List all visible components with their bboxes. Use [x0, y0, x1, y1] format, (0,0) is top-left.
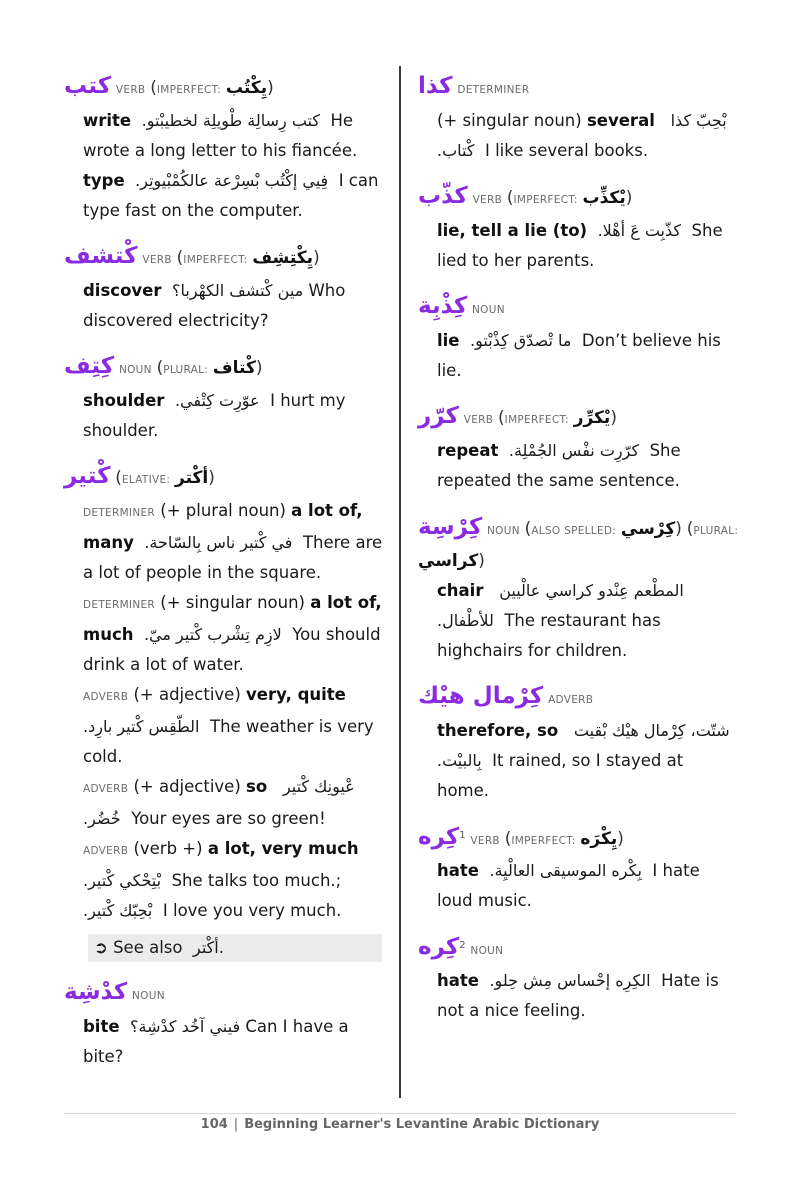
entry-kirih-2 — [418, 926, 740, 1026]
entry-kitif — [64, 346, 386, 446]
headword: كدْشِة — [64, 979, 128, 1005]
sense: lie, tell a lie (to) كذّبِت عَ أهْلا. She lied to her parents. — [437, 221, 723, 270]
sense: ADVERB (verb +) a lot, very much بْتِحْكي كْتير. She talks too much.; بْحِبّك كْتير. I love you very much. — [83, 839, 359, 920]
headword-line — [64, 972, 386, 1012]
part-of-speech: VERB — [142, 254, 172, 266]
entry-body — [418, 856, 740, 916]
entry-body — [418, 216, 740, 276]
footer-separator: | — [233, 1117, 239, 1132]
form: أكْتر — [175, 468, 209, 488]
headword-line: كذّب VERB (IMPERFECT: يْكذِّب) — [418, 183, 633, 209]
form: يْكذِّب — [582, 188, 626, 208]
part-of-speech: VERB — [463, 414, 494, 426]
entry-body — [418, 106, 740, 166]
headword: كِره — [418, 824, 460, 850]
entry-kirih-1 — [418, 816, 740, 916]
entry-body — [418, 576, 740, 666]
headword: كرّر — [418, 403, 459, 429]
entry-katab — [64, 66, 386, 226]
entry-body — [418, 716, 740, 806]
left-column — [64, 66, 386, 1082]
entry-body — [64, 276, 386, 336]
form: كْتاف — [212, 358, 256, 378]
entry-kazzab — [418, 176, 740, 276]
sense: type فِيي إكْتُب بْسِرْعة عالكُمْبْيوتِر. I can type fast on the computer. — [83, 171, 379, 220]
headword-line: كْتشف VERB (IMPERFECT: يِكْتِشِف) — [64, 243, 320, 269]
sense: ADVERB (+ adjective) very, quite الطّقِس كْتير بارِد. The weather is very cold. — [83, 685, 374, 766]
part-of-speech: DETERMINER — [457, 84, 530, 96]
form-label: IMPERFECT: — [183, 254, 248, 266]
entry-body — [418, 436, 740, 496]
entry-body — [418, 966, 740, 1026]
entry-kirmal-heik — [418, 676, 740, 806]
form-label: IMPERFECT: — [511, 835, 576, 847]
entry-kaza — [418, 66, 740, 166]
see-also-label: See also — [113, 938, 183, 957]
form-label: IMPERFECT: — [504, 414, 569, 426]
part-of-speech: VERB — [472, 194, 503, 206]
form-label: IMPERFECT: — [513, 194, 578, 206]
part-of-speech: ADVERB — [548, 694, 594, 706]
headword-line — [418, 286, 740, 326]
headword: كتب — [64, 73, 112, 99]
headword-line — [418, 926, 740, 966]
headword: كِذْبِة — [418, 293, 468, 319]
headword: كذا — [418, 73, 453, 99]
headword-line: كرّر VERB (IMPERFECT: يْكرِّر) — [418, 403, 617, 429]
entry-kadshe — [64, 972, 386, 1072]
sense: lie ما تْصدّق كِذْبْتو. Don’t believe his lie. — [437, 331, 721, 380]
form: كراسي — [418, 551, 479, 571]
right-column — [418, 66, 740, 1036]
headword-line — [418, 66, 740, 106]
sense: hate بِكْره الموسيقى العالْيِة. I hate loud music. — [437, 861, 700, 910]
sense: discover مين كْتشف الكهْربا؟ Who discovered electricity? — [83, 281, 346, 330]
sense: therefore, so شتّت، كِرْمال هيْك بْقيت بِالبيْت. It rained, so I stayed at home. — [437, 721, 730, 800]
form-label: PLURAL: — [163, 364, 209, 376]
part-of-speech: NOUN — [118, 364, 152, 376]
sense: hate الكِرِه إحْساس مِش حِلو. Hate is not a nice feeling. — [437, 971, 719, 1020]
entry-body — [418, 326, 740, 386]
part-of-speech: VERB — [470, 835, 500, 847]
headword: كِرْمال هيْك — [418, 683, 544, 709]
sense: shoulder عوّرِت كِتْفي. I hurt my shoulder. — [83, 391, 346, 440]
headword: كِرْسِة — [418, 514, 483, 540]
entry-karrar — [418, 396, 740, 496]
sense: (+ singular noun) several بْحِبّ كذا كْتاب. I like several books. — [437, 111, 727, 160]
book-title: Beginning Learner's Levantine Arabic Dictionary — [244, 1117, 600, 1132]
part-of-speech: VERB — [115, 84, 146, 96]
form: يِكْتُب — [225, 78, 268, 98]
sense: repeat كرّرِت نفْس الجُمْلِة. She repeated the same sentence. — [437, 441, 681, 490]
form: يِكْتِشِف — [252, 248, 314, 268]
entry-body — [64, 1012, 386, 1072]
headword: كْتير — [64, 463, 111, 489]
headword: كْتشف — [64, 243, 138, 269]
entry-ktashaf — [64, 236, 386, 336]
headword-line: كتب VERB (IMPERFECT: يِكْتُب) — [64, 73, 274, 99]
also-label: ALSO SPELLED: — [531, 525, 617, 537]
form: يِكْرَه — [580, 829, 618, 849]
arrow-right-hook-icon: ➲ — [94, 938, 108, 957]
form: يْكرِّر — [573, 408, 611, 428]
part-of-speech: NOUN — [132, 990, 165, 1002]
homograph-number: 1 — [459, 830, 466, 841]
headword: كذّب — [418, 183, 468, 209]
part-of-speech: NOUN — [470, 945, 504, 957]
page-number: 104 — [200, 1117, 228, 1132]
see-also-link[interactable]: أكْتر — [193, 938, 219, 957]
headword: كِره — [418, 934, 460, 960]
entry-body — [64, 106, 386, 226]
sense: chair المطْعم عِنْدو كراسي عالْيين للأطْفال. The restaurant has highchairs for children. — [437, 581, 684, 660]
headword-line: كِره$^1$ VERB (IMPERFECT: يِكْرَه) — [418, 824, 624, 850]
part-of-speech: NOUN — [487, 525, 520, 537]
entry-kirse — [418, 506, 740, 666]
headword-line: كْتير (ELATIVE: أكْتر) — [64, 463, 215, 489]
page-footer — [0, 1117, 800, 1132]
headword-line: كِتِف NOUN (PLURAL: كْتاف) — [64, 353, 263, 379]
form-label: ELATIVE: — [121, 474, 171, 486]
footer-rule — [64, 1113, 736, 1114]
entry-ktir — [64, 456, 386, 962]
column-divider — [399, 66, 401, 1098]
form-label: IMPERFECT: — [156, 84, 222, 96]
headword: كِتِف — [64, 353, 115, 379]
sense: ADVERB (+ adjective) so عْيونِك كْتير خُضُر. Your eyes are so green! — [83, 777, 355, 828]
see-also-box: ➲ See also أكْتر. — [88, 934, 382, 962]
homograph-number: 2 — [459, 940, 466, 951]
sense: DETERMINER (+ plural noun) a lot of, many في كْتير ناس بِالسّاحة. There are a lot of people in the square. — [83, 501, 383, 582]
entry-body — [64, 496, 386, 926]
entry-kizbe — [418, 286, 740, 386]
alt-spelling: كِرْسي — [620, 519, 676, 539]
headword-line: كِرْسِة NOUN (ALSO SPELLED: كِرْسي) (PLURAL: كراسي) — [418, 514, 739, 571]
form-label: PLURAL: — [693, 525, 739, 537]
sense: DETERMINER (+ singular noun) a lot of, much لازِم تِشْرب كْتير ميّ. You should drink a lot of water. — [83, 593, 382, 674]
entry-body — [64, 386, 386, 446]
sense: bite فيني آخُد كدْشِة؟ Can I have a bite? — [83, 1017, 349, 1066]
headword-line — [418, 676, 740, 716]
part-of-speech: NOUN — [472, 304, 505, 316]
sense: write كتب رِسالِة طْويلِة لخطيبْتو. He wrote a long letter to his fiancée. — [83, 111, 358, 160]
